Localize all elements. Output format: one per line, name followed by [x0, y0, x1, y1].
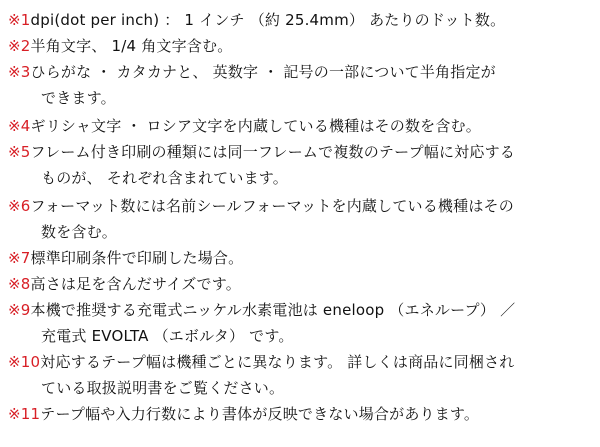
footnote-marker: ※2	[8, 37, 31, 55]
footnote-text: 対応するテープ幅は機種ごとに異なります。 詳しくは商品に同梱され	[40, 353, 515, 371]
footnote-text: テープ幅や入力行数により書体が反映できない場合があります。	[40, 405, 480, 423]
footnote-text-continued: 充電式 EVOLTA （エボルタ） です。	[41, 326, 294, 345]
footnote-marker: ※8	[8, 275, 31, 293]
footnote-marker: ※6	[8, 197, 31, 215]
footnote-5	[8, 140, 594, 191]
footnote-marker: ※5	[8, 143, 31, 161]
footnote-marker: ※7	[8, 249, 31, 267]
footnote-6	[8, 194, 594, 245]
footnote-text-continued: できます。	[41, 88, 116, 107]
footnote-text: 本機で推奨する充電式ニッケル水素電池は eneloop （エネループ） ／	[30, 301, 516, 319]
footnote-text: フォーマット数には名前シールフォーマットを内蔵している機種はその	[30, 197, 514, 215]
footnote-marker: ※1	[8, 11, 31, 29]
footnote-7	[8, 246, 594, 272]
footnote-4	[8, 114, 594, 140]
footnote-text: dpi(dot per inch) ： 1 インチ （約 25.4mm） あたりのドット数。	[30, 11, 506, 29]
footnote-marker: ※11	[8, 405, 41, 423]
footnote-9	[8, 298, 594, 349]
footnote-1	[8, 8, 594, 34]
footnote-text: ギリシャ文字 ・ ロシア文字を内蔵している機種はその数を含む。	[30, 117, 481, 135]
footnote-text: フレーム付き印刷の種類には同一フレームで複数のテープ幅に対応する	[30, 143, 515, 161]
footnote-11	[8, 402, 594, 428]
footnote-2	[8, 34, 594, 60]
footnote-text: 標準印刷条件で印刷した場合。	[30, 249, 244, 267]
footnote-text: ひらがな ・ カタカナと、 英数字 ・ 記号の一部について半角指定が	[30, 63, 496, 81]
footnote-marker: ※10	[8, 353, 41, 371]
footnote-text-continued: ている取扱説明書をご覧ください。	[41, 378, 285, 397]
footnote-8	[8, 272, 594, 298]
footnote-3	[8, 60, 594, 111]
footnote-10	[8, 350, 594, 401]
footnote-marker: ※9	[8, 301, 31, 319]
footnote-text-continued: ものが、 それぞれ含まれています。	[41, 168, 288, 187]
footnote-text: 高さは足を含んだサイズです。	[30, 275, 241, 293]
footnote-text-continued: 数を含む。	[41, 222, 118, 241]
footnote-marker: ※3	[8, 63, 31, 81]
footnote-text: 半角文字、 1/4 角文字含む。	[30, 37, 233, 55]
footnote-marker: ※4	[8, 117, 31, 135]
